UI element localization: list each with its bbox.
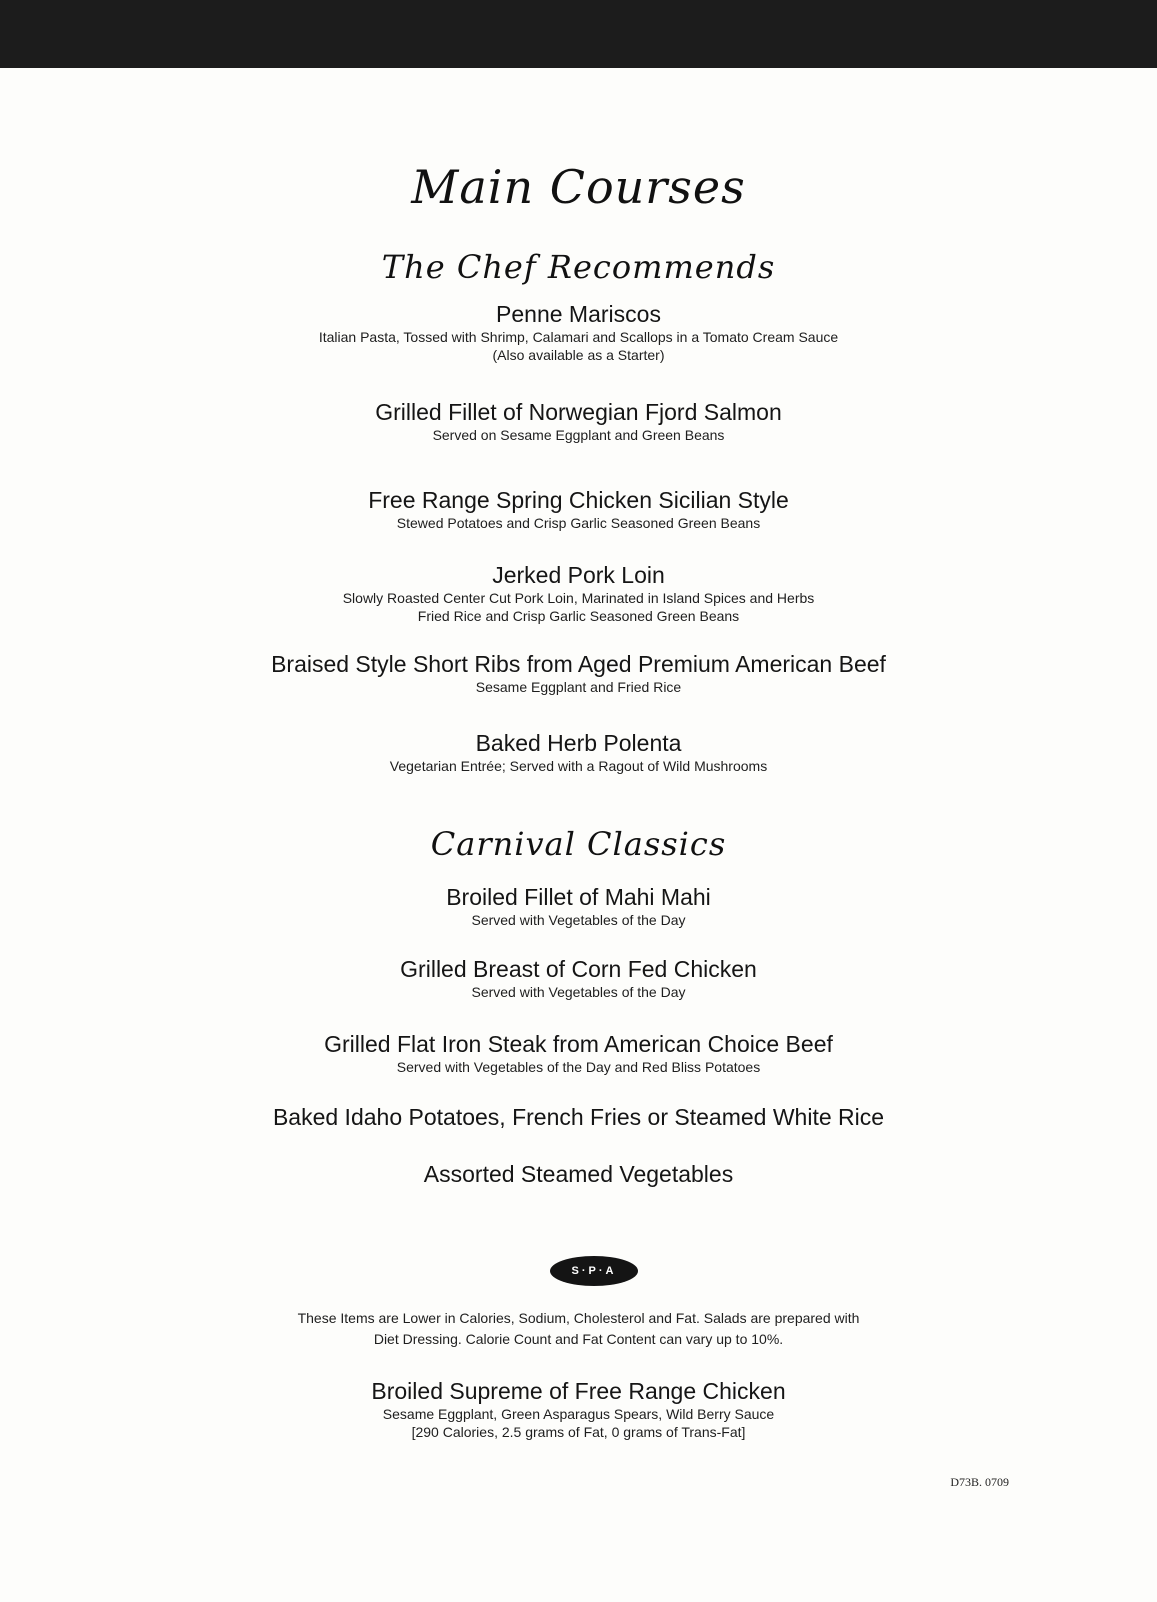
- item-name: Assorted Steamed Vegetables: [423, 1161, 734, 1187]
- note-line: Diet Dressing. Calorie Count and Fat Content can vary up to 10%.: [373, 1331, 784, 1347]
- item-name: Baked Idaho Potatoes, French Fries or Steamed White Rice: [272, 1104, 885, 1130]
- item-name: Grilled Fillet of Norwegian Fjord Salmon: [375, 399, 782, 425]
- item-desc: [290 Calories, 2.5 grams of Fat, 0 grams of Trans-Fat]: [411, 1424, 746, 1440]
- item-desc: Sesame Eggplant and Fried Rice: [475, 679, 682, 695]
- menu-item: [0, 1160, 1157, 1188]
- item-name: Grilled Breast of Corn Fed Chicken: [400, 956, 757, 982]
- menu-item: [0, 1103, 1157, 1131]
- item-name: Penne Mariscos: [496, 301, 661, 327]
- menu-item: [0, 650, 1157, 696]
- section-carnival-classics: Carnival Classics: [430, 825, 727, 863]
- menu-item: [0, 729, 1157, 775]
- item-desc: Stewed Potatoes and Crisp Garlic Seasoned Green Beans: [396, 515, 761, 531]
- item-name: Grilled Flat Iron Steak from American Choice Beef: [324, 1031, 833, 1057]
- item-name: Baked Herb Polenta: [475, 730, 682, 756]
- menu-item: [0, 1377, 1157, 1441]
- item-name: Broiled Fillet of Mahi Mahi: [446, 884, 711, 910]
- item-desc: Fried Rice and Crisp Garlic Seasoned Green Beans: [417, 608, 740, 624]
- menu-item: [0, 1030, 1157, 1076]
- item-desc: Sesame Eggplant, Green Asparagus Spears, Wild Berry Sauce: [382, 1406, 775, 1422]
- item-desc: (Also available as a Starter): [492, 347, 665, 363]
- item-name: Broiled Supreme of Free Range Chicken: [371, 1378, 786, 1404]
- item-name: Jerked Pork Loin: [492, 562, 665, 588]
- item-desc: Served with Vegetables of the Day: [471, 912, 686, 928]
- spa-logo-text: S·P·A: [571, 1265, 617, 1277]
- spa-logo: [550, 1256, 638, 1286]
- spa-note: [0, 1308, 1157, 1350]
- item-name: Braised Style Short Ribs from Aged Premium American Beef: [271, 651, 886, 677]
- menu-item: [0, 398, 1157, 444]
- section-chef-recommends: The Chef Recommends: [381, 248, 776, 286]
- document-code: D73B. 0709: [950, 1475, 1009, 1489]
- menu-item: [0, 561, 1157, 625]
- item-name: Free Range Spring Chicken Sicilian Style: [368, 487, 789, 513]
- item-desc: Italian Pasta, Tossed with Shrimp, Calamari and Scallops in a Tomato Cream Sauce: [318, 329, 839, 345]
- menu-item: [0, 883, 1157, 929]
- menu-item: [0, 486, 1157, 532]
- menu-item: [0, 955, 1157, 1001]
- item-desc: Slowly Roasted Center Cut Pork Loin, Marinated in Island Spices and Herbs: [342, 590, 815, 606]
- menu-item: [0, 300, 1157, 364]
- item-desc: Vegetarian Entrée; Served with a Ragout of Wild Mushrooms: [389, 758, 768, 774]
- item-desc: Served on Sesame Eggplant and Green Beans: [432, 427, 725, 443]
- page-title: Main Courses: [411, 160, 746, 214]
- note-line: These Items are Lower in Calories, Sodium, Cholesterol and Fat. Salads are prepared with: [297, 1310, 860, 1326]
- item-desc: Served with Vegetables of the Day: [471, 984, 686, 1000]
- item-desc: Served with Vegetables of the Day and Red Bliss Potatoes: [396, 1059, 761, 1075]
